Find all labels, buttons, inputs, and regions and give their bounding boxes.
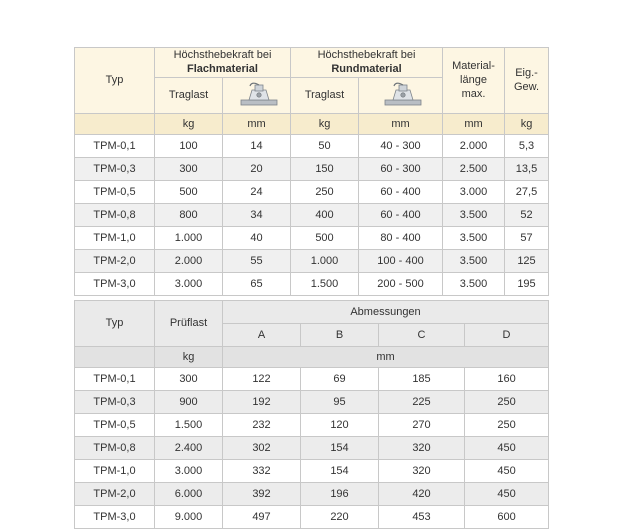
unit-materiallaenge: mm: [443, 113, 505, 134]
table-hebekraft: [74, 47, 549, 296]
cell-dim-a: 392: [223, 482, 301, 505]
header-rundmaterial-line2: Rundmaterial: [331, 63, 402, 76]
header-dim-b: B: [301, 323, 379, 346]
cell-eigengewicht: 52: [505, 203, 549, 226]
cell-pruflast: 900: [155, 390, 223, 413]
cell-typ: TPM-0,5: [75, 180, 155, 203]
table-row: [75, 272, 549, 295]
unit-eigengewicht: kg: [505, 113, 549, 134]
header-materiallaenge-line3: max.: [461, 88, 486, 101]
clamp-icon: [383, 81, 423, 110]
cell-traglast-flach: 2.000: [155, 249, 223, 272]
cell-eigengewicht: 5,3: [505, 134, 549, 157]
cell-eigengewicht: 57: [505, 226, 549, 249]
header-traglast-flach: Traglast: [155, 77, 223, 113]
header-icon-flach-cell: [223, 77, 291, 113]
cell-dim-c: 185: [379, 367, 465, 390]
cell-typ: TPM-2,0: [75, 249, 155, 272]
cell-materiallaenge: 3.500: [443, 203, 505, 226]
cell-dim-d: 450: [465, 459, 549, 482]
cell-traglast-flach: 3.000: [155, 272, 223, 295]
cell-traglast-rund: 500: [291, 226, 359, 249]
cell-dim-c: 420: [379, 482, 465, 505]
cell-materiallaenge: 3.500: [443, 249, 505, 272]
header-materiallaenge-line2: länge: [460, 74, 487, 87]
unit-typ: [75, 346, 155, 367]
cell-dim-d: 160: [465, 367, 549, 390]
header-typ: Typ: [75, 48, 155, 114]
cell-typ: TPM-0,1: [75, 367, 155, 390]
cell-dim-b: 154: [301, 459, 379, 482]
cell-dim-b: 120: [301, 413, 379, 436]
spec-tables: [74, 47, 548, 529]
cell-mm-flach: 65: [223, 272, 291, 295]
unit-typ: [75, 113, 155, 134]
cell-pruflast: 9.000: [155, 505, 223, 528]
cell-materiallaenge: 3.500: [443, 272, 505, 295]
cell-traglast-flach: 800: [155, 203, 223, 226]
header-abmessungen: Abmessungen: [223, 300, 549, 323]
cell-dim-a: 302: [223, 436, 301, 459]
cell-dim-c: 320: [379, 459, 465, 482]
cell-mm-rund: 200 - 500: [359, 272, 443, 295]
cell-dim-b: 220: [301, 505, 379, 528]
table-row: [75, 134, 549, 157]
cell-mm-rund: 60 - 400: [359, 203, 443, 226]
unit-abmessungen: mm: [223, 346, 549, 367]
cell-typ: TPM-3,0: [75, 272, 155, 295]
unit-mm-flach: mm: [223, 113, 291, 134]
header-eigengewicht-line1: Eig.-: [515, 67, 538, 79]
header-typ: Typ: [75, 300, 155, 346]
cell-typ: TPM-1,0: [75, 226, 155, 249]
cell-typ: TPM-2,0: [75, 482, 155, 505]
table-row: [75, 226, 549, 249]
cell-mm-flach: 14: [223, 134, 291, 157]
cell-dim-d: 600: [465, 505, 549, 528]
cell-dim-c: 270: [379, 413, 465, 436]
unit-traglast-flach: kg: [155, 113, 223, 134]
cell-typ: TPM-3,0: [75, 505, 155, 528]
header-materiallaenge: [443, 48, 505, 114]
header-eigengewicht-line2: Gew.: [513, 81, 540, 94]
units-row-top: [75, 113, 549, 134]
cell-materiallaenge: 2.500: [443, 157, 505, 180]
table-row: [75, 367, 549, 390]
cell-pruflast: 1.500: [155, 413, 223, 436]
cell-dim-d: 450: [465, 436, 549, 459]
table-row: [75, 413, 549, 436]
cell-dim-d: 250: [465, 413, 549, 436]
header-dim-d: D: [465, 323, 549, 346]
header-flachmaterial: [155, 48, 291, 78]
header-traglast-rund: Traglast: [291, 77, 359, 113]
cell-mm-flach: 24: [223, 180, 291, 203]
table-row: [75, 180, 549, 203]
header-rundmaterial-line1: Höchsthebekraft bei: [317, 49, 416, 61]
unit-pruflast: kg: [155, 346, 223, 367]
cell-mm-flach: 34: [223, 203, 291, 226]
cell-dim-a: 497: [223, 505, 301, 528]
cell-traglast-flach: 1.000: [155, 226, 223, 249]
cell-traglast-flach: 500: [155, 180, 223, 203]
cell-mm-rund: 80 - 400: [359, 226, 443, 249]
header-rundmaterial: [291, 48, 443, 78]
cell-dim-c: 453: [379, 505, 465, 528]
cell-typ: TPM-0,1: [75, 134, 155, 157]
table-row: [75, 505, 549, 528]
cell-dim-b: 69: [301, 367, 379, 390]
table-row: [75, 249, 549, 272]
cell-traglast-rund: 400: [291, 203, 359, 226]
cell-pruflast: 3.000: [155, 459, 223, 482]
cell-typ: TPM-0,8: [75, 203, 155, 226]
cell-mm-flach: 20: [223, 157, 291, 180]
table-header-row-1: [75, 48, 549, 78]
header-dim-c: C: [379, 323, 465, 346]
table-row: [75, 436, 549, 459]
cell-dim-a: 232: [223, 413, 301, 436]
cell-pruflast: 2.400: [155, 436, 223, 459]
unit-mm-rund: mm: [359, 113, 443, 134]
cell-dim-a: 122: [223, 367, 301, 390]
cell-dim-c: 225: [379, 390, 465, 413]
header-eigengewicht: [505, 48, 549, 114]
cell-materiallaenge: 3.000: [443, 180, 505, 203]
cell-typ: TPM-0,3: [75, 157, 155, 180]
cell-dim-b: 154: [301, 436, 379, 459]
header-flachmaterial-line1: Höchsthebekraft bei: [173, 49, 272, 61]
cell-eigengewicht: 13,5: [505, 157, 549, 180]
cell-typ: TPM-0,5: [75, 413, 155, 436]
table-row: [75, 157, 549, 180]
units-row-bottom: [75, 346, 549, 367]
cell-dim-b: 95: [301, 390, 379, 413]
header-materiallaenge-line1: Material-: [452, 59, 495, 72]
cell-materiallaenge: 2.000: [443, 134, 505, 157]
cell-typ: TPM-1,0: [75, 459, 155, 482]
table-header-row-1: [75, 300, 549, 323]
cell-dim-a: 192: [223, 390, 301, 413]
table-row: [75, 390, 549, 413]
cell-mm-rund: 60 - 300: [359, 157, 443, 180]
cell-dim-c: 320: [379, 436, 465, 459]
cell-pruflast: 6.000: [155, 482, 223, 505]
cell-eigengewicht: 125: [505, 249, 549, 272]
cell-traglast-flach: 300: [155, 157, 223, 180]
table-abmessungen: [74, 300, 549, 529]
table-row: [75, 459, 549, 482]
cell-eigengewicht: 195: [505, 272, 549, 295]
table-row: [75, 203, 549, 226]
cell-mm-flach: 55: [223, 249, 291, 272]
cell-eigengewicht: 27,5: [505, 180, 549, 203]
cell-dim-a: 332: [223, 459, 301, 482]
cell-traglast-rund: 1.500: [291, 272, 359, 295]
clamp-icon: [239, 81, 279, 110]
cell-mm-rund: 60 - 400: [359, 180, 443, 203]
cell-typ: TPM-0,3: [75, 390, 155, 413]
cell-typ: TPM-0,8: [75, 436, 155, 459]
cell-pruflast: 300: [155, 367, 223, 390]
unit-traglast-rund: kg: [291, 113, 359, 134]
header-flachmaterial-line2: Flachmaterial: [187, 63, 258, 76]
header-icon-rund-cell: [359, 77, 443, 113]
cell-dim-d: 450: [465, 482, 549, 505]
cell-traglast-rund: 50: [291, 134, 359, 157]
cell-mm-rund: 40 - 300: [359, 134, 443, 157]
cell-dim-b: 196: [301, 482, 379, 505]
cell-dim-d: 250: [465, 390, 549, 413]
cell-traglast-rund: 150: [291, 157, 359, 180]
header-pruflast: Prüflast: [155, 300, 223, 346]
header-dim-a: A: [223, 323, 301, 346]
cell-traglast-rund: 250: [291, 180, 359, 203]
cell-mm-flach: 40: [223, 226, 291, 249]
cell-traglast-rund: 1.000: [291, 249, 359, 272]
table-row: [75, 482, 549, 505]
cell-mm-rund: 100 - 400: [359, 249, 443, 272]
cell-traglast-flach: 100: [155, 134, 223, 157]
cell-materiallaenge: 3.500: [443, 226, 505, 249]
